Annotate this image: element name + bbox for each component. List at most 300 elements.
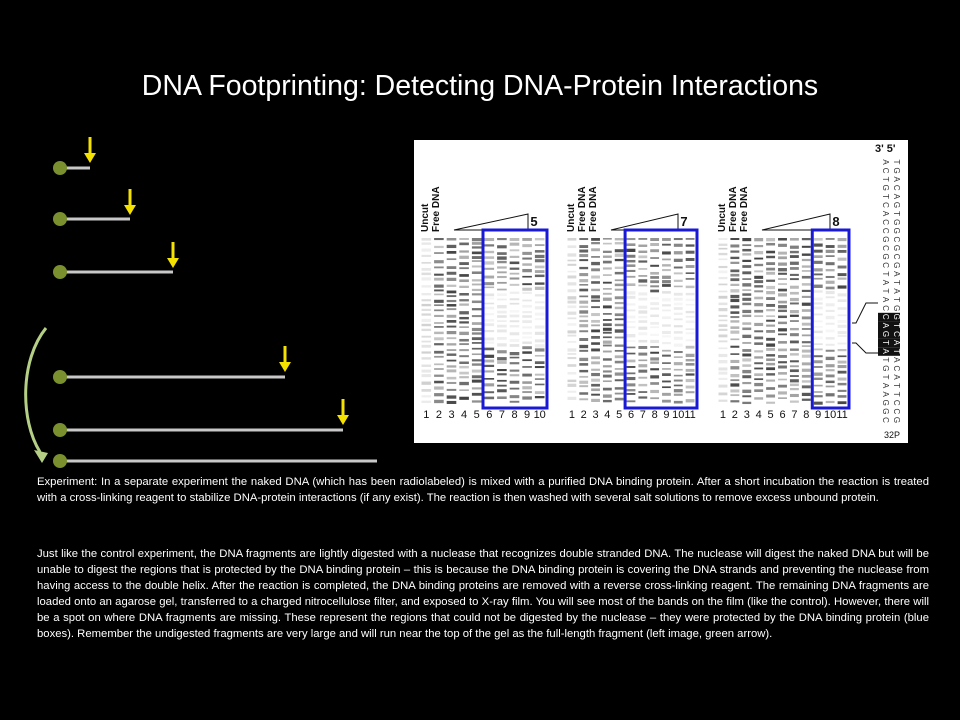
gel-band [826,375,835,378]
gel-band [422,277,432,280]
gel-band [485,360,495,363]
gel-band [522,381,532,384]
sequence-base: A [880,159,890,165]
gel-band [674,344,683,347]
gel-band [579,345,588,348]
gel-band [730,320,739,322]
gel-band [802,341,811,343]
gel-band [686,316,695,318]
gel-band [434,294,444,296]
gel-band [522,263,532,265]
gel-band [497,385,507,387]
gel-band [754,368,763,370]
gel-band [802,369,811,372]
gel-band [535,318,545,320]
lane-number: 3 [743,409,750,421]
sequence-base: G [891,201,901,209]
gel-band [778,391,787,394]
gel-band [522,258,532,260]
lane-number: 6 [486,409,493,421]
gel-band [662,350,671,352]
gel-band [814,395,823,397]
gel-band [497,276,507,278]
gel-band [790,365,799,367]
gel-band [790,394,799,397]
gel-band [742,390,751,393]
gel-band [742,265,751,268]
gel-header-label: Free DNA [728,186,739,232]
gel-band [650,368,659,370]
gel-band [754,310,763,313]
gel-band [603,256,612,258]
gel-band [814,385,823,387]
gel-band [802,296,811,298]
sequence-base: C [880,167,890,174]
gel-band [447,377,457,380]
gel-band [591,248,600,251]
gel-band [802,238,811,240]
gel-band [579,301,588,304]
lane-number: 5 [616,409,623,421]
gel-band [472,242,482,245]
gel-band [766,367,775,370]
gel-band [579,363,588,366]
gel-band [535,326,545,329]
lane-number: 2 [435,409,442,421]
gel-band [730,305,739,308]
gel-band [459,372,469,375]
gel-band [778,283,787,285]
gel-band [510,374,520,376]
gel-band [603,400,612,402]
gel-band [766,262,775,265]
gel-band [627,243,636,246]
sequence-base: T [891,279,901,285]
lane-number: 2 [731,409,738,421]
fragment-2 [53,189,136,226]
gel-band [662,342,671,344]
gel-band [434,246,444,248]
gel-band [674,362,683,365]
gel-band [422,345,432,348]
gel-band [591,289,600,291]
gel-band [459,293,469,296]
gel-band [627,316,636,319]
gel-band [459,362,469,364]
gel-band [674,307,683,310]
gel-band [615,398,624,401]
gel-band [422,268,432,271]
gel-band [522,359,532,361]
gel-band [650,243,659,246]
gel-band [615,249,624,252]
gel-band [674,280,683,282]
gel-band [838,361,847,364]
gel-band [778,355,787,358]
gel-band [730,379,739,381]
gel-band [838,314,847,316]
gel-band [730,366,739,369]
gel-band [730,326,739,329]
gel-band [591,330,600,333]
gel-band [662,316,671,319]
gel-band [522,269,532,272]
gel-band [627,283,636,286]
gel-band [814,402,823,405]
gel-band [838,371,847,374]
gel-band [826,357,835,360]
gel-band [510,243,520,246]
gel-band [510,298,520,300]
gel-band [826,269,835,271]
gel-band [447,315,457,318]
gel-band [579,238,588,240]
gel-band [434,386,444,389]
gel-band [814,243,823,246]
gel-band [754,290,763,292]
gel-band [591,281,600,284]
gel-band [650,285,659,287]
gel-band [638,384,647,386]
gel-band [674,325,683,327]
gel-band [434,285,444,288]
gel-band [650,280,659,283]
gel-band [459,321,469,323]
gel-band [522,391,532,393]
sequence-base: A [891,271,901,277]
gel-band [742,358,751,361]
gel-band [686,244,695,246]
gel-band [447,278,457,281]
gel-band [790,255,799,258]
gel-band [497,261,507,263]
gel-band [579,358,588,361]
gel-band [730,270,739,273]
gel-band [579,279,588,282]
gel-band [826,344,835,346]
gel-band [510,325,520,327]
gel-band [674,385,683,387]
gel-band [674,394,683,396]
gel-band [686,293,695,295]
gel-band [510,344,520,347]
gel-band [814,378,823,380]
gel-band [568,364,577,367]
sequence-base: T [880,374,890,380]
gel-band [510,357,520,359]
gel-band [615,368,624,370]
gel-band [497,337,507,340]
gel-band [638,327,647,330]
gel-band [742,395,751,397]
gel-band [802,355,811,358]
gel-band [742,364,751,366]
gel-band [650,334,659,336]
gel-band [826,337,835,339]
gel-band [719,367,728,370]
gel-band [838,401,847,404]
gel-band [766,256,775,258]
gel-band [686,304,695,306]
gel-band [802,328,811,330]
gel-band [447,266,457,269]
gel-band [802,362,811,365]
gel-band [638,364,647,367]
gel-band [447,389,457,391]
gel-band [754,337,763,340]
gel-band [826,381,835,383]
explanation-paragraph: Just like the control experiment, the DNA fragments are lightly digested with a nuclease that recognizes double stranded DNA. The nuclease will digest the naked DNA but will be unable to digest the regions that is protected by the DNA binding protein – this is because the DNA binding protein is covering the DNA strands and preventing the nuclease from having access to the double helix. After the reaction is completed, the DNA binding proteins are removed with a reverse cross-linking reagent. The remaining DNA fragments are loaded onto an agarose gel, transferred to a charged nitrocellulose filter, and exposed to X-ray film. You will see most of the bands on the film (like the control). However, there will be a spot on where DNA fragments are missing. These represent the regions that could not be digested by the nuclease – they were protected by the DNA binding protein (blue boxes). Remember the undigested fragments are very large and will run near the top of the gel as the full-length fragment (left image, green arrow). [37,548,929,640]
gel-band [686,354,695,357]
gel-band [603,243,612,245]
gel-band [485,323,495,326]
gel-band [615,318,624,320]
gel-band [662,244,671,246]
gel-band [510,381,520,384]
gel-band [485,282,495,285]
gel-header-label: Free DNA [577,186,588,232]
gel-band [535,255,545,258]
gel-band [472,252,482,255]
gel-band [826,287,835,290]
gel-band [650,361,659,363]
gel-band [790,292,799,295]
gel-band [674,389,683,392]
gel-band [790,251,799,253]
gel-header-label: Free DNA [431,186,442,232]
gel-band [674,313,683,315]
gel-band [742,402,751,404]
gel-band [579,315,588,317]
gel-band [497,320,507,322]
gel-band [434,381,444,384]
gel-band [459,250,469,252]
gel-band [522,288,532,291]
gel-band [459,311,469,314]
gel-band [447,369,457,372]
lane-number: 11 [684,409,696,421]
gel-band [459,332,469,335]
gel-band [522,320,532,323]
gel-band [591,262,600,265]
sequence-base: G [891,313,901,320]
gel-band [802,270,811,272]
gel-band [638,353,647,356]
sequence-base: G [891,416,901,424]
sequence-base: C [891,331,901,337]
lane-number: 8 [511,409,518,421]
gel-band [826,291,835,294]
gel-band [510,310,520,312]
gel-band [615,337,624,339]
gel-band [730,311,739,314]
gel-band [754,251,763,254]
gel-band [485,286,495,288]
gel-band [627,383,636,386]
gel-band [485,383,495,386]
experiment-paragraph: Experiment: In a separate experiment the naked DNA (which has been radiolabeled) is mixed with a purified DNA binding protein. After a short incubation the reaction is treated with a cross-linking reagent to stabilize DNA-protein interactions (if any exist). The reaction is then washed with several salt solutions to remove excess unbound protein. [37,476,929,504]
gel-band [615,379,624,381]
gel-band [686,286,695,288]
sequence-base: T [891,348,901,354]
gel-band [638,306,647,309]
gel-band [826,323,835,325]
gel-band [447,343,457,345]
gel-band [838,378,847,381]
gel-band [778,278,787,280]
gel-band [603,380,612,382]
gel-band [459,279,469,282]
gel-band [638,255,647,258]
gel-band [719,258,728,260]
gel-band [522,292,532,294]
gel-band [638,360,647,362]
gel-band [742,375,751,378]
gel-band [754,362,763,364]
gel-band [742,303,751,306]
gel-band [568,341,577,343]
gel-band [627,334,636,337]
gel-band [447,245,457,248]
gel-band [627,276,636,278]
gel-band [766,338,775,341]
gel-band [579,398,588,400]
gel-band [535,384,545,386]
gel-band [742,293,751,295]
gel-band [447,401,457,404]
gel-band [627,389,636,391]
gel-band [662,291,671,294]
gel-band [422,382,432,385]
gel-band [638,310,647,313]
gel-band [497,238,507,240]
lane-number: 9 [663,409,670,421]
gel-band [535,361,545,364]
gel-band [497,330,507,333]
gel-band [591,268,600,271]
gel-band [754,330,763,332]
gel-band [766,354,775,356]
gel-band [485,338,495,341]
gel-band [459,355,469,357]
gel-band [814,255,823,258]
gel-band [766,363,775,366]
gel-band [650,265,659,267]
gel-band [535,355,545,357]
gel-band [662,310,671,312]
sequence-base: A [891,357,901,363]
gel-band [627,309,636,311]
gel-band [472,370,482,373]
gel-band [535,396,545,398]
gel-band [742,342,751,344]
gel-band [838,320,847,323]
gel-band [497,311,507,314]
gel-band [615,254,624,257]
gel-band [568,348,577,351]
sequence-base: G [880,408,890,415]
gel-band [766,348,775,351]
gel-band [434,304,444,306]
gel-band [719,320,728,322]
gel-band [615,272,624,275]
gel-band [603,305,612,308]
gel-band [535,275,545,277]
gel-band [522,300,532,302]
gel-band [568,380,577,382]
gel-band [472,322,482,325]
gel-band [650,390,659,393]
gel-band [826,310,835,312]
gel-band [814,320,823,322]
gel-band [766,243,775,246]
gel-band [579,330,588,332]
gel-band [778,322,787,324]
gel-band [674,369,683,371]
gel-band [790,310,799,313]
gel-band [422,351,432,353]
sequence-base: A [891,176,901,182]
gel-band [802,265,811,267]
gel-band [719,340,728,342]
sequence-base: A [880,391,890,397]
gel-band [826,386,835,388]
gel-band [730,400,739,402]
gel-band [447,308,457,310]
gel-band [615,296,624,299]
gel-band [627,347,636,349]
gel-band [603,319,612,321]
gel-band [719,385,728,388]
gel-band [838,325,847,328]
gel-band [522,396,532,399]
gel-band [686,311,695,313]
gel-band [591,379,600,382]
gel-band [447,272,457,275]
gel-band [459,376,469,378]
gel-band [778,361,787,363]
gel-band [522,283,532,285]
gel-band [472,363,482,365]
gel-band [497,357,507,360]
gel-band [790,286,799,289]
gel-band [719,315,728,317]
gel-band [535,287,545,290]
gel-band [603,288,612,290]
gel-band [591,242,600,244]
lane-number: 3 [448,409,455,421]
gel-band [838,245,847,248]
fragment-diagram [0,0,400,470]
gel-band [472,387,482,389]
gel-band [485,307,495,310]
gel-band [422,293,432,295]
gel-band [730,238,739,240]
lane-number: 6 [627,409,635,421]
gel-band [459,382,469,385]
gel-band [662,373,671,376]
gel-band [579,250,588,253]
radiolabel-bead [53,212,67,226]
gel-band [627,238,636,240]
sequence-base: G [880,253,890,260]
gel-band [627,264,636,267]
gel-band [422,319,432,322]
gel-band [579,310,588,313]
gel-band [662,381,671,383]
gel-band [434,266,444,268]
gel-band [742,315,751,317]
